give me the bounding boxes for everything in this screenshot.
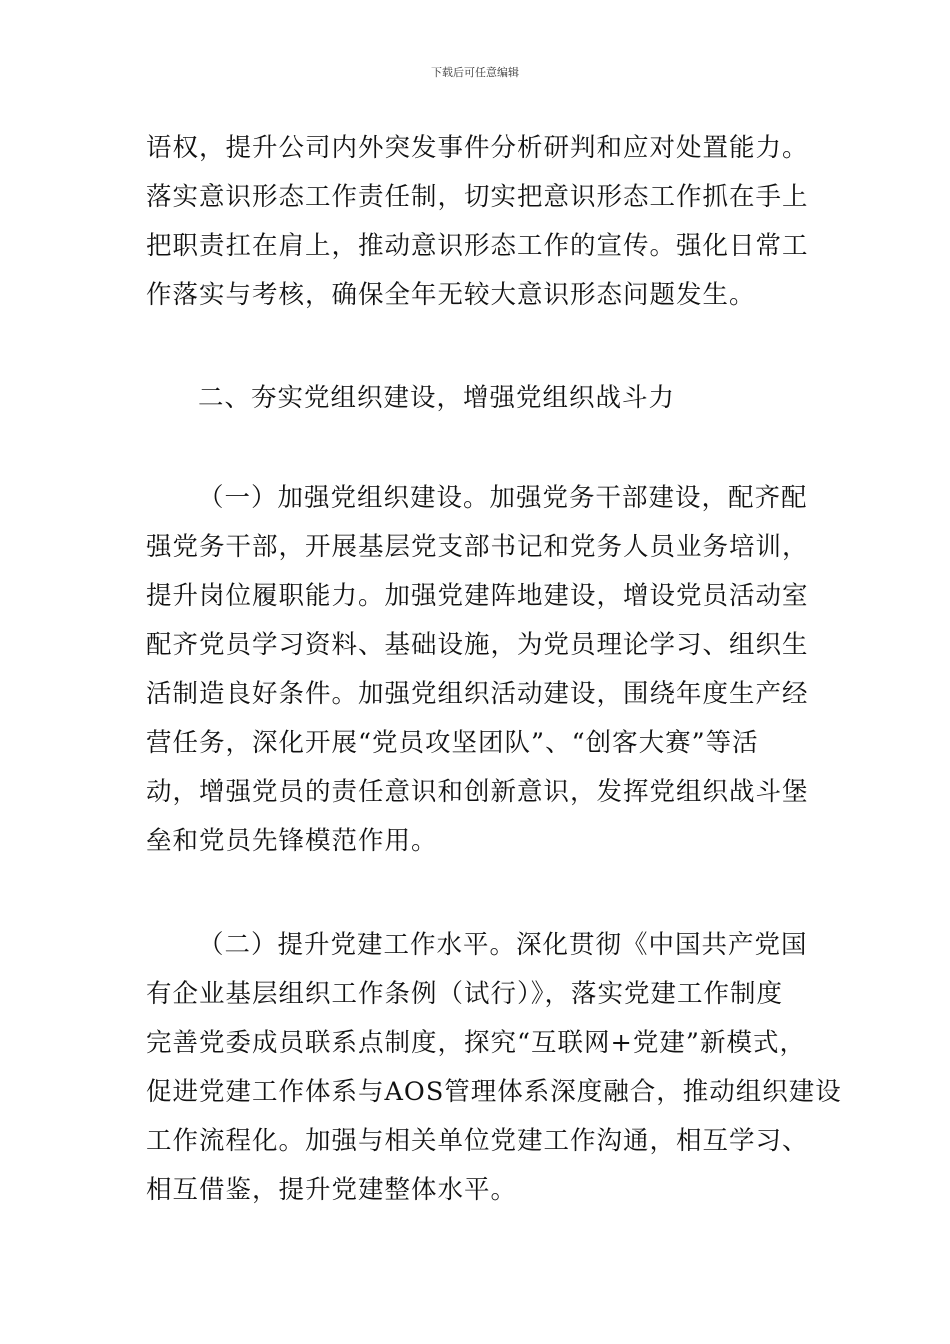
paragraph-line: 强党务干部，开展基层党支部书记和党务人员业务培训， [146, 532, 809, 562]
paragraph-1 [146, 124, 810, 320]
paragraph-line: 工作流程化。加强与相关单位党建工作沟通，相互学习、 [146, 1126, 809, 1156]
paragraph-line: （一）加强党组织建设。加强党务干部建设，配齐配 [198, 483, 808, 513]
paragraph-line: 落实意识形态工作责任制，切实把意识形态工作抓在手上 [146, 182, 809, 212]
page-header: 下载后可任意编辑 [431, 66, 519, 79]
section-heading-2 [146, 374, 810, 423]
paragraph-2 [146, 474, 810, 866]
paragraph-line: 动，增强党员的责任意识和创新意识，发挥党组织战斗堡 [146, 777, 809, 807]
paragraph-line: 提升岗位履职能力。加强党建阵地建设，增设党员活动室 [146, 581, 809, 611]
paragraph-line: 配齐党员学习资料、基础设施，为党员理论学习、组织生 [146, 630, 809, 660]
paragraph-line: 垒和党员先锋模范作用。 [146, 826, 438, 856]
paragraph-line: 营任务，深化开展“党员攻坚团队”、“创客大赛”等活 [146, 728, 759, 758]
paragraph-line: 活制造良好条件。加强党组织活动建设，围绕年度生产经 [146, 679, 809, 709]
paragraph-line: 作落实与考核，确保全年无较大意识形态问题发生。 [146, 280, 756, 310]
paragraph-line: 有企业基层组织工作条例（试行）》，落实党建工作制度 [146, 979, 784, 1009]
paragraph-line: 相互借鉴，提升党建整体水平。 [146, 1175, 518, 1205]
paragraph-line: 促进党建工作体系与AOS管理体系深度融合，推动组织建设 [146, 1077, 842, 1107]
section-heading-text: 二、夯实党组织建设，增强党组织战斗力 [198, 383, 676, 413]
paragraph-line: 把职责扛在肩上，推动意识形态工作的宣传。强化日常工 [146, 231, 809, 261]
paragraph-line: 完善党委成员联系点制度，探究“互联网+党建”新模式， [146, 1028, 806, 1058]
paragraph-3 [146, 921, 842, 1215]
paragraph-line: 语权，提升公司内外突发事件分析研判和应对处置能力。 [146, 133, 809, 163]
paragraph-line: （二）提升党建工作水平。深化贯彻《中国共产党国 [198, 930, 808, 960]
